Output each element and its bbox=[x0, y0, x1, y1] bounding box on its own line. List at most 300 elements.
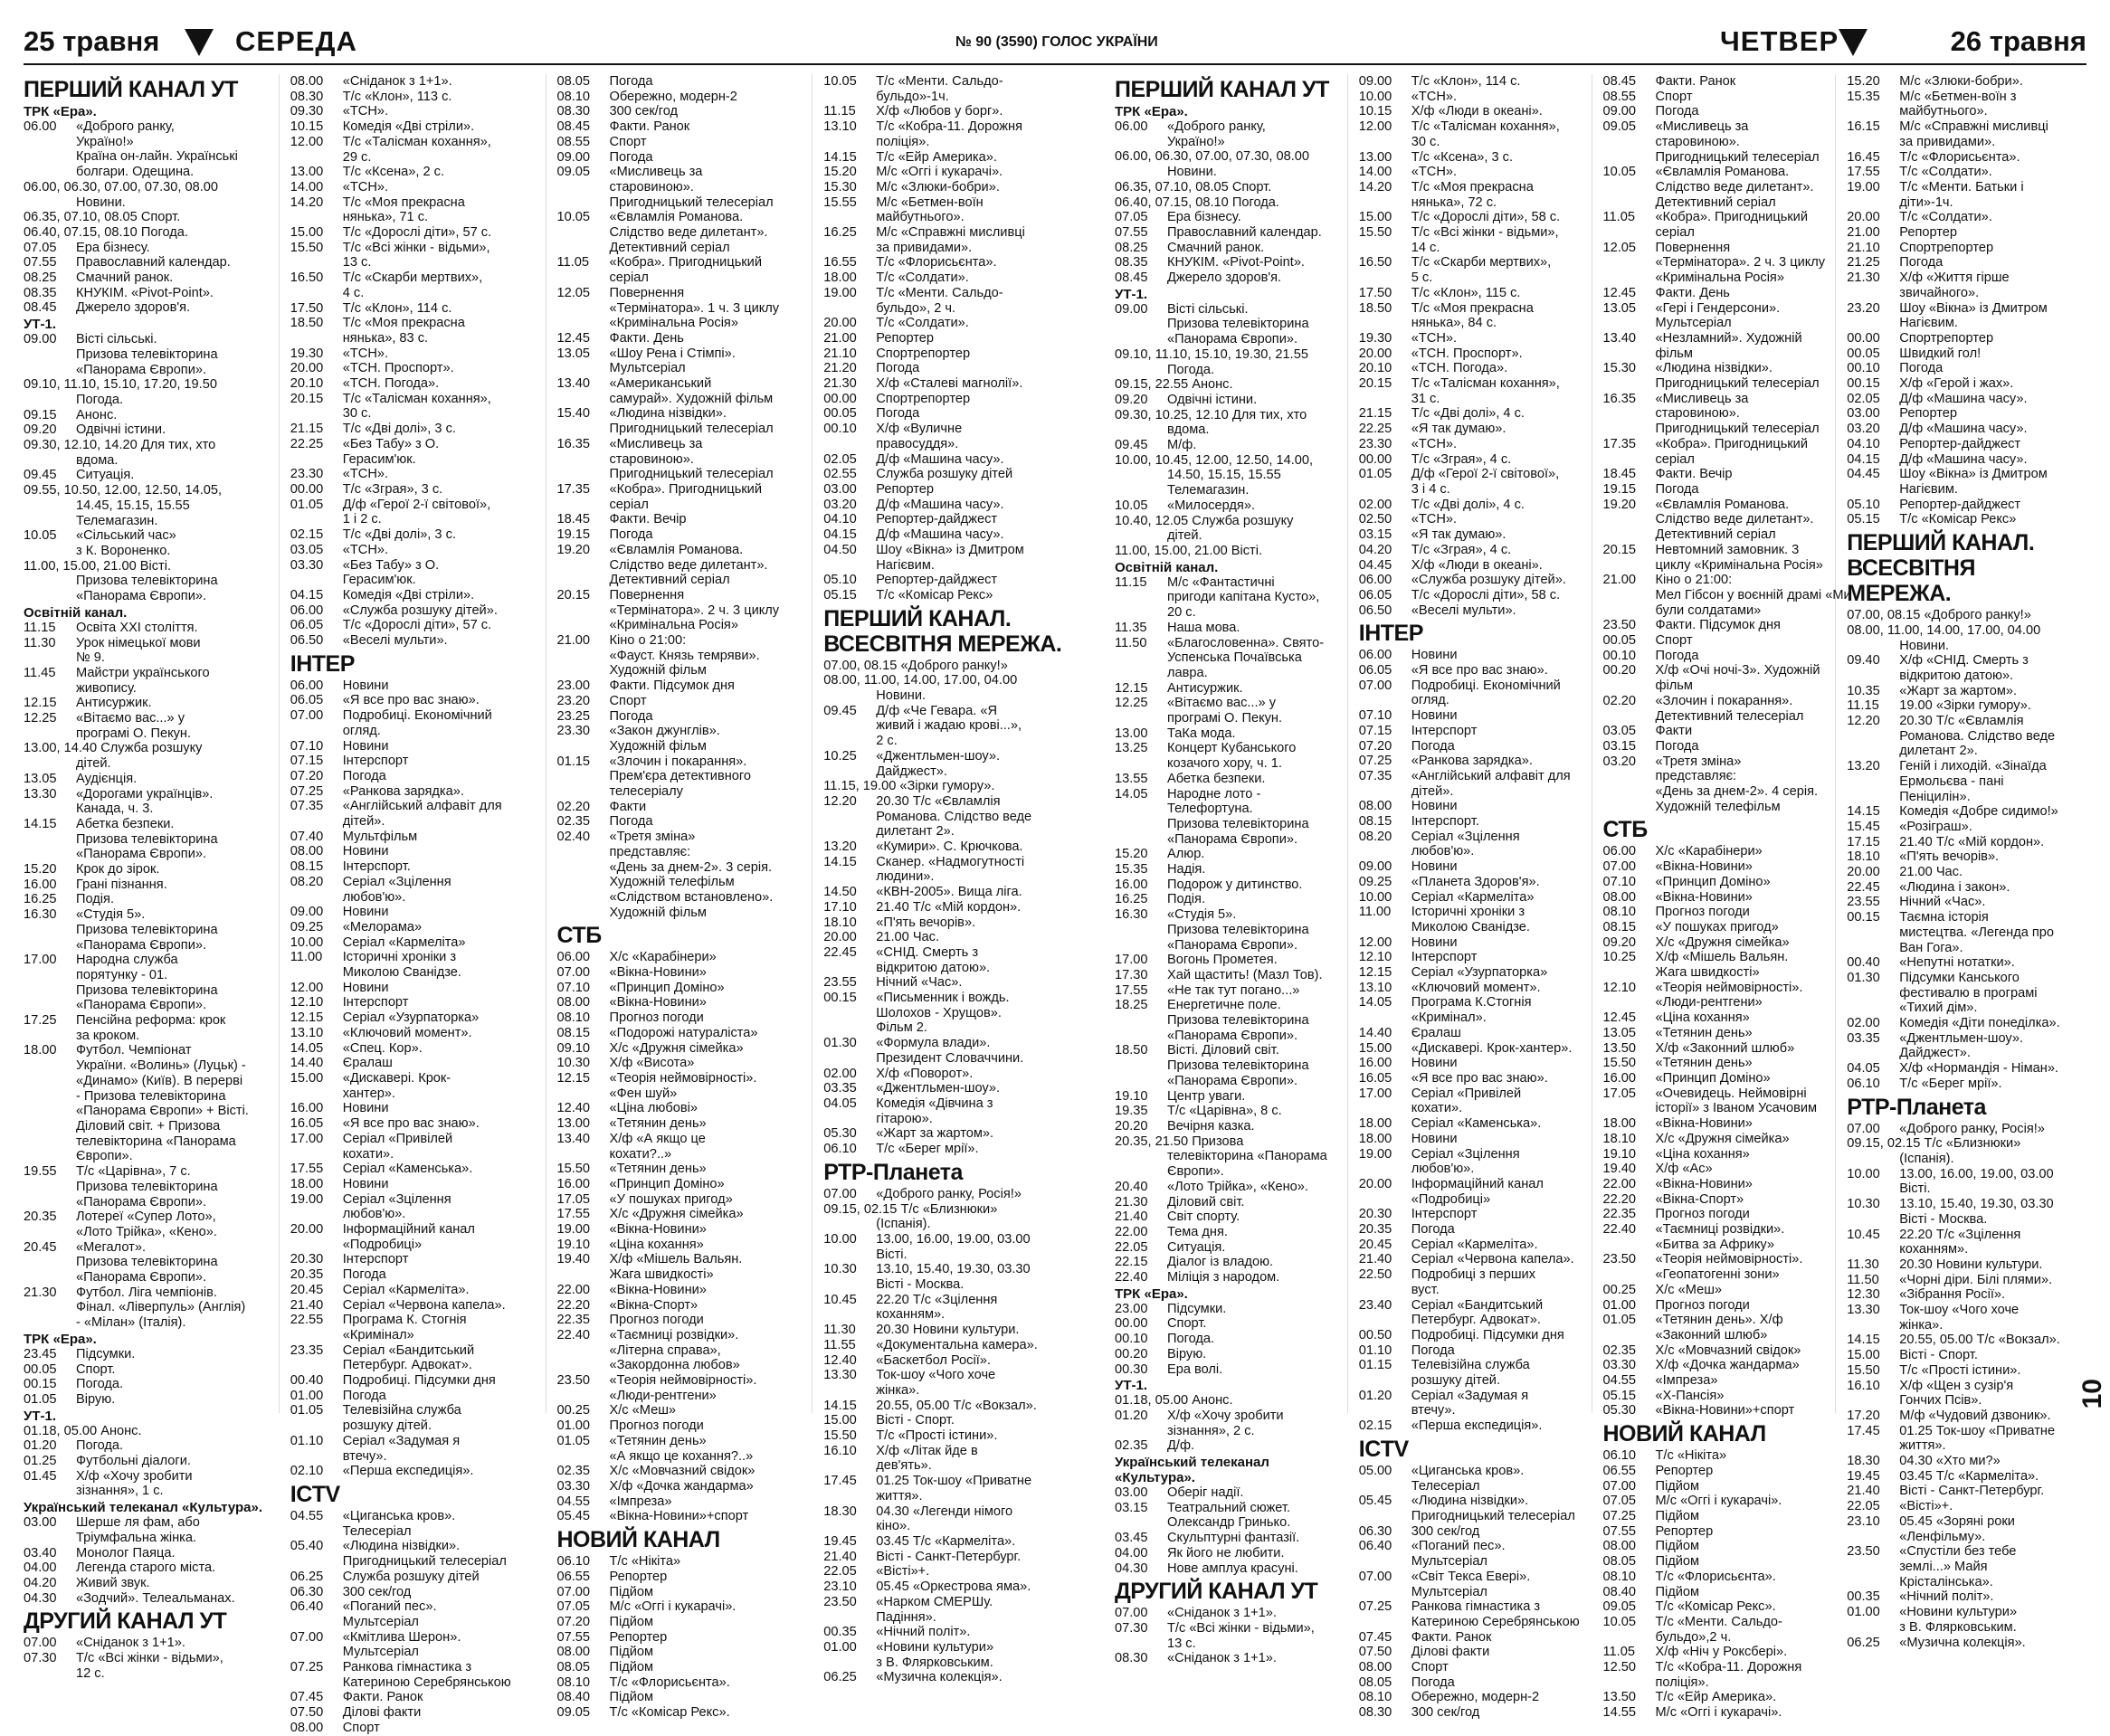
program-row bbox=[1603, 1313, 1836, 1328]
program-continuation: 14.50, 15.15, 15.55 bbox=[1167, 468, 1281, 483]
program-time: 23.30 bbox=[556, 724, 591, 739]
program-title: «Американський bbox=[609, 376, 712, 392]
program-time: 19.00 bbox=[823, 285, 857, 300]
program-title bbox=[217, 377, 279, 393]
program-time: 09.55, 10.50, 12.00, 12.50, 14.05, bbox=[24, 483, 223, 498]
program-time: 07.55 bbox=[24, 255, 57, 270]
program-title: Погода. bbox=[1167, 1332, 1215, 1347]
program-time: 15.20 bbox=[24, 862, 57, 877]
program-title: Погода. bbox=[76, 1377, 124, 1392]
program-title: Новини bbox=[1411, 708, 1458, 724]
program-time: 07.00 bbox=[1847, 1121, 1880, 1136]
program-row bbox=[24, 422, 279, 438]
channel-heading: НОВИЙ КАНАЛ bbox=[556, 1527, 720, 1553]
program-row bbox=[1115, 847, 1347, 862]
program-continuation: Крісталінська». bbox=[1899, 1574, 1993, 1589]
program-row bbox=[557, 286, 813, 301]
program-title: «Світ Текса Евері». bbox=[1411, 1569, 1531, 1584]
program-time: 08.05 bbox=[1602, 1554, 1637, 1570]
program-time: 11.05 bbox=[556, 255, 589, 270]
program-time: 15.00 bbox=[290, 1071, 324, 1086]
program-title: Інтерспорт bbox=[1411, 1207, 1478, 1222]
program-title: «Вікна-Новини» bbox=[1655, 859, 1753, 875]
program-time: 06.25 bbox=[290, 1569, 324, 1584]
program-title: Погода bbox=[1655, 738, 1699, 754]
program-title: Погода bbox=[609, 74, 653, 89]
program-continuation: Романова. Слідство веде bbox=[1899, 728, 2056, 744]
program-time: 06.40 bbox=[1358, 1539, 1392, 1554]
program-time: 03.00 bbox=[1847, 406, 1880, 422]
program-time: 10.40, 12.05 Служба розшуку bbox=[1115, 513, 1294, 528]
program-row bbox=[823, 1142, 1079, 1157]
program-title: Серіал «Задумая я bbox=[1411, 1388, 1529, 1403]
program-time: 00.25 bbox=[556, 1403, 591, 1418]
program-continuation: «Кримінальна Росія» bbox=[1655, 270, 1784, 286]
program-row bbox=[290, 195, 546, 211]
program-row bbox=[290, 1343, 546, 1359]
program-time: 11.00 bbox=[1358, 905, 1392, 920]
program-time: 06.25 bbox=[823, 1670, 857, 1685]
program-time: 07.05 bbox=[24, 240, 57, 255]
program-title: «Без Табу» з О. bbox=[342, 557, 440, 573]
program-title: Х/с «Меш» bbox=[609, 1403, 677, 1418]
program-row bbox=[1847, 512, 2079, 527]
program-title: «Тетянин день» bbox=[609, 1162, 707, 1177]
program-row bbox=[823, 840, 1079, 855]
program-time: 19.10 bbox=[1115, 1088, 1148, 1104]
program-title: «Сніданок з 1+1». bbox=[76, 1636, 185, 1651]
program-time: 00.40 bbox=[1847, 955, 1880, 971]
program-row bbox=[1359, 965, 1592, 981]
program-time: 19.40 bbox=[556, 1252, 591, 1267]
program-continuation: Слідство веде дилетант». bbox=[609, 557, 768, 573]
program-continuation: зізнання», 2 с. bbox=[1167, 1423, 1255, 1438]
program-continuation: Слідство веде дилетант». bbox=[1655, 179, 1814, 194]
program-title: Міліція з народом. bbox=[1167, 1270, 1280, 1285]
program-row bbox=[290, 90, 546, 105]
program-title: Т/с «Комісар Рекс». bbox=[1655, 1599, 1776, 1615]
program-row bbox=[24, 1591, 279, 1607]
program-row bbox=[1847, 1605, 2079, 1620]
schedule-column bbox=[1358, 74, 1592, 1721]
program-row bbox=[557, 1570, 813, 1585]
program-title: «Принцип Доміно» bbox=[1655, 874, 1771, 889]
program-row bbox=[1603, 633, 1836, 649]
program-title: 04.30 «Хто ми?» bbox=[1899, 1454, 2001, 1469]
program-row bbox=[1847, 498, 2079, 513]
program-time: 07.00 bbox=[556, 965, 591, 981]
program-time: 07.10 bbox=[1602, 874, 1637, 889]
program-time: 00.00 bbox=[1847, 330, 1880, 346]
program-continuation: Телесеріал bbox=[1411, 1478, 1480, 1494]
program-time: 17.35 bbox=[1602, 436, 1637, 451]
program-row bbox=[1847, 835, 2079, 850]
program-time: 09.25 bbox=[290, 919, 324, 934]
program-time: 16.10 bbox=[823, 1443, 857, 1458]
program-time: 01.15 bbox=[1358, 1358, 1392, 1373]
program-row bbox=[290, 270, 546, 286]
program-time: 03.20 bbox=[1847, 422, 1880, 437]
program-time: 12.10 bbox=[290, 995, 324, 1010]
program-continuation: за привидами». bbox=[1899, 134, 1996, 149]
program-row bbox=[823, 104, 1079, 119]
program-row bbox=[290, 859, 546, 875]
program-continuation: Призова телевікторина bbox=[76, 574, 218, 589]
program-row bbox=[1847, 955, 2079, 971]
program-title: 03.45 Т/с «Кармеліта». bbox=[876, 1533, 1016, 1549]
program-row bbox=[823, 1293, 1079, 1308]
program-time: 15.30 bbox=[1602, 361, 1637, 376]
program-row bbox=[1603, 119, 1836, 135]
program-row bbox=[24, 1164, 279, 1180]
program-title: Т/с «Солдати». bbox=[1899, 210, 1992, 225]
program-row bbox=[1847, 608, 2079, 623]
program-time: 11.15 bbox=[24, 620, 56, 635]
program-row bbox=[823, 945, 1079, 961]
program-title: Погода bbox=[1411, 1222, 1455, 1238]
program-time: 01.00 bbox=[823, 1639, 857, 1655]
program-continuation: «Законний шлюб» bbox=[1655, 1327, 1768, 1342]
program-title: 300 сек/год bbox=[609, 104, 679, 119]
program-row bbox=[823, 1550, 1079, 1565]
program-title: Х/с «Дружня сімейка» bbox=[609, 1040, 744, 1056]
program-title: М/с «Справжні мисливці bbox=[1899, 119, 2048, 135]
program-time: 04.55 bbox=[1602, 1373, 1637, 1389]
program-continuation: за кроком. bbox=[76, 1028, 140, 1043]
program-time: 06.00 bbox=[24, 119, 57, 134]
program-continuation: 31 с. bbox=[1411, 391, 1440, 406]
channel-heading: НОВИЙ КАНАЛ bbox=[1602, 1421, 1766, 1447]
program-row bbox=[1847, 1303, 2079, 1318]
program-row bbox=[24, 1561, 279, 1576]
program-row bbox=[1847, 376, 2079, 392]
program-time: 01.20 bbox=[24, 1438, 57, 1454]
program-row bbox=[1603, 1041, 1836, 1057]
program-time: 19.00 bbox=[556, 1222, 591, 1238]
program-continuation: «Люди-рентгени» bbox=[609, 1388, 717, 1403]
program-title: «Сніданок з 1+1». bbox=[1167, 1606, 1277, 1621]
program-row bbox=[1359, 799, 1592, 814]
program-title: «Тетянин день». Х/ф bbox=[1655, 1313, 1783, 1328]
program-continuation: Катериною Серебрянською bbox=[1411, 1614, 1580, 1629]
program-time: 21.10 bbox=[823, 346, 857, 361]
program-continuation: нянька», 71 с. bbox=[342, 210, 429, 225]
program-title: «Я так думаю». bbox=[1411, 422, 1506, 437]
program-row bbox=[1603, 1645, 1836, 1660]
program-row bbox=[1603, 844, 1836, 859]
program-time: 13.00, 14.40 Служба розшуку bbox=[24, 741, 203, 756]
program-time: 10.05 bbox=[24, 528, 57, 544]
program-title: Х/с «Карабінери» bbox=[609, 950, 717, 965]
program-time: 23.00 bbox=[1115, 1301, 1148, 1316]
program-row bbox=[1359, 1570, 1592, 1585]
program-title bbox=[2040, 623, 2079, 639]
program-time: 18.45 bbox=[556, 512, 591, 527]
page-header bbox=[24, 24, 2086, 67]
program-continuation: Мел Гібсон у воєнній драмі «Ми bbox=[1655, 587, 1851, 602]
program-continuation: Детективний серіал bbox=[609, 573, 730, 588]
program-time: 06.10 bbox=[823, 1142, 857, 1157]
program-title: Спортрепортер bbox=[876, 346, 971, 361]
program-row bbox=[290, 1630, 546, 1646]
program-row bbox=[557, 1479, 813, 1494]
program-title: Інформаційний канал bbox=[342, 1222, 475, 1238]
program-time: 09.05 bbox=[556, 165, 591, 180]
program-row bbox=[557, 1630, 813, 1646]
program-row bbox=[290, 467, 546, 482]
program-row bbox=[290, 769, 546, 784]
program-title: 300 сек/год bbox=[1411, 1523, 1480, 1539]
program-row bbox=[1603, 392, 1836, 407]
program-continuation: «Літерна справа», bbox=[609, 1342, 721, 1358]
program-title: Новини bbox=[342, 1101, 389, 1116]
program-time: 08.45 bbox=[1602, 74, 1637, 89]
program-row bbox=[1847, 865, 2079, 880]
program-row bbox=[1847, 1167, 2079, 1182]
program-time: 08.00 bbox=[1358, 1660, 1392, 1675]
program-title: Т/с «Дорослі діти», 57 с. bbox=[342, 225, 492, 241]
program-title: М/с «Оггі і кукарачі». bbox=[1655, 1494, 1782, 1509]
program-row bbox=[1847, 1514, 2079, 1530]
program-title: «Веселі мульти». bbox=[1411, 602, 1516, 618]
program-time: 08.55 bbox=[1602, 89, 1637, 104]
program-row bbox=[823, 406, 1079, 422]
program-row bbox=[557, 588, 813, 603]
program-time: 04.20 bbox=[1358, 542, 1392, 557]
program-time: 16.05 bbox=[290, 1116, 324, 1132]
program-title: «Вітаємо вас...» у bbox=[1167, 696, 1277, 711]
program-time: 23.30 bbox=[290, 467, 324, 482]
program-title: Т/с «Флорисьєнта». bbox=[609, 1674, 730, 1690]
program-title: Серіал «Зцілення bbox=[1411, 1146, 1520, 1162]
program-row bbox=[1603, 1192, 1836, 1208]
program-title: «Кобра». Пригодницький bbox=[609, 481, 762, 497]
program-continuation: «Фен шуй» bbox=[609, 1086, 678, 1101]
program-continuation: дев'ять». bbox=[876, 1458, 932, 1474]
program-title: Комедія «Діти понеділка». bbox=[1899, 1016, 2060, 1031]
program-title: Серіал «Зцілення bbox=[342, 1191, 451, 1207]
program-row bbox=[1603, 1298, 1836, 1314]
program-row bbox=[1115, 1104, 1347, 1119]
program-time: 08.10 bbox=[556, 89, 591, 104]
program-title: Х/ф «А якщо це bbox=[609, 1131, 706, 1146]
program-continuation: Країна он-лайн. Українські bbox=[76, 149, 238, 165]
program-row bbox=[1603, 663, 1836, 678]
program-title: Д/ф. bbox=[1167, 1438, 1194, 1454]
program-title: «Вікна-Новини» bbox=[609, 995, 707, 1010]
program-time: 11.35 bbox=[1115, 620, 1147, 635]
program-title: Факти. Ранок bbox=[1655, 74, 1736, 89]
program-row bbox=[1603, 286, 1836, 301]
program-time: 22.35 bbox=[1602, 1207, 1637, 1222]
program-title: «Людина нізвідки». bbox=[342, 1539, 461, 1554]
program-title: Т/с «Клон», 113 с. bbox=[342, 89, 452, 104]
program-title: «КВН-2005». Вища ліга. bbox=[876, 885, 1022, 900]
program-time: 23.10 bbox=[1847, 1513, 1880, 1529]
program-time: 15.40 bbox=[556, 406, 591, 422]
program-continuation: «Термінатора». 2 ч. 3 циклу bbox=[609, 602, 780, 618]
program-row bbox=[1603, 1524, 1836, 1540]
program-row bbox=[1115, 544, 1347, 559]
program-row bbox=[1359, 1056, 1592, 1071]
program-time: 07.00 bbox=[24, 1636, 57, 1651]
program-continuation: діти»-1ч. bbox=[1899, 194, 1953, 210]
program-title: Футбол. Ліга чемпіонів. bbox=[76, 1285, 217, 1300]
program-time: 16.00 bbox=[556, 1176, 591, 1191]
program-row bbox=[1603, 1403, 1836, 1418]
program-row bbox=[1115, 1606, 1347, 1621]
program-title: «Служба розшуку дітей». bbox=[342, 602, 498, 618]
program-title: Серіал «Червона капела». bbox=[342, 1297, 506, 1313]
program-time: 10.45 bbox=[823, 1292, 857, 1307]
program-title: «Я все про вас знаю». bbox=[342, 693, 480, 708]
program-row bbox=[1603, 1599, 1836, 1615]
program-time: 06.30 bbox=[1358, 1523, 1392, 1539]
program-continuation: Призова телевікторина bbox=[1167, 1058, 1309, 1074]
program-continuation: Мультсеріал bbox=[1655, 316, 1732, 331]
program-row bbox=[24, 1043, 279, 1058]
program-time: 04.20 bbox=[24, 1575, 57, 1590]
program-continuation: «Подробиці» bbox=[1411, 1191, 1491, 1207]
program-row bbox=[1847, 684, 2079, 699]
program-time: 17.05 bbox=[556, 1191, 591, 1207]
program-title: Погода bbox=[1411, 1674, 1455, 1690]
program-time: 18.10 bbox=[823, 915, 857, 930]
program-time: 22.40 bbox=[556, 1327, 591, 1342]
program-title: Т/с «Менти. Батьки і bbox=[1899, 179, 2024, 194]
program-row bbox=[1359, 769, 1592, 784]
program-time: 07.00 bbox=[556, 1584, 591, 1599]
program-row bbox=[1359, 1343, 1592, 1359]
program-time: 08.15 bbox=[1602, 919, 1637, 934]
program-time: 23.50 bbox=[823, 1594, 857, 1609]
program-title: «Вікна-Новини» bbox=[609, 1222, 707, 1238]
program-row bbox=[290, 1570, 546, 1585]
program-continuation: 13 с. bbox=[342, 255, 372, 270]
program-continuation: Телемагазин. bbox=[1167, 483, 1250, 498]
program-time: 06.05 bbox=[1358, 663, 1392, 678]
program-time: 19.00 bbox=[290, 1191, 324, 1207]
program-time: 09.40 bbox=[1847, 653, 1880, 669]
program-time: 15.20 bbox=[1847, 74, 1880, 89]
program-row bbox=[290, 119, 546, 135]
program-row bbox=[557, 482, 813, 498]
program-row bbox=[1115, 907, 1347, 923]
program-title: «Доброго ранку, Росія!» bbox=[1899, 1121, 2045, 1136]
program-row bbox=[1359, 1222, 1592, 1238]
program-time: 08.05 bbox=[556, 1660, 591, 1675]
program-time: 13.10 bbox=[290, 1025, 324, 1040]
program-time: 08.40 bbox=[556, 1690, 591, 1705]
program-title: Ера бізнесу. bbox=[1167, 210, 1241, 225]
program-title bbox=[222, 483, 279, 498]
program-time: 16.10 bbox=[1847, 1378, 1880, 1393]
program-row bbox=[823, 1474, 1079, 1489]
program-continuation: з В. Флярковським. bbox=[1899, 1619, 2017, 1635]
program-row bbox=[290, 633, 546, 649]
program-row bbox=[823, 1202, 1079, 1218]
program-continuation: старовиною». bbox=[609, 179, 694, 194]
program-time: 02.50 bbox=[1358, 512, 1392, 527]
program-title: Комедія «Добре сидимо!» bbox=[1899, 804, 2058, 820]
program-title bbox=[202, 741, 278, 756]
program-title: «Циганська кров». bbox=[1411, 1463, 1525, 1478]
program-row bbox=[1115, 255, 1347, 270]
program-continuation: 1 і 2 с. bbox=[342, 512, 382, 527]
program-row bbox=[1115, 1270, 1347, 1285]
program-time: 21.40 bbox=[1847, 1484, 1880, 1499]
program-time: 02.55 bbox=[823, 467, 857, 482]
program-time: 13.40 bbox=[556, 1131, 591, 1146]
program-time: 22.15 bbox=[1115, 1255, 1148, 1270]
program-time: 22.55 bbox=[290, 1313, 324, 1328]
program-time: 00.35 bbox=[1847, 1589, 1880, 1605]
program-continuation: Телемагазин. bbox=[76, 513, 158, 528]
program-title: Нічний «Час». bbox=[876, 975, 963, 991]
channel-heading: ІНТЕР bbox=[1358, 621, 1423, 647]
program-title: Кіно о 21:00: bbox=[1655, 573, 1733, 588]
program-time: 21.40 bbox=[1358, 1252, 1392, 1267]
program-row bbox=[557, 1494, 813, 1510]
program-row bbox=[557, 724, 813, 739]
program-row bbox=[24, 1651, 279, 1666]
program-continuation: Призова телевікторина bbox=[1167, 922, 1309, 937]
program-title: Серіал «Зцілення bbox=[342, 874, 451, 889]
program-title: Новини bbox=[342, 678, 389, 693]
program-time: 04.15 bbox=[290, 587, 324, 602]
program-title: «Вітаємо вас...» у bbox=[76, 711, 185, 726]
program-time: 21.30 bbox=[24, 1285, 57, 1300]
program-continuation: 12 с. bbox=[76, 1665, 105, 1681]
program-title: 22.20 Т/с «Зцілення bbox=[1899, 1227, 2021, 1242]
program-continuation: старовиною». bbox=[609, 451, 694, 467]
program-time: 03.00 bbox=[823, 481, 857, 497]
program-time: 19.15 bbox=[556, 527, 591, 543]
program-title: Джерело здоров'я. bbox=[76, 300, 191, 316]
program-title: Х/с «Дружня сімейка» bbox=[1655, 1131, 1790, 1146]
program-continuation: майбутнього». bbox=[876, 210, 965, 225]
program-title: «Мисливець за bbox=[1655, 119, 1749, 135]
program-row bbox=[1603, 1373, 1836, 1389]
program-time: 07.25 bbox=[1358, 1599, 1392, 1615]
program-row bbox=[1359, 346, 1592, 362]
program-title: «Жарт за жартом». bbox=[876, 1126, 994, 1142]
program-row bbox=[1115, 772, 1347, 787]
program-title: «Джентльмен-шоу». bbox=[876, 748, 1001, 764]
program-row bbox=[290, 1509, 546, 1524]
program-time: 08.10 bbox=[1602, 905, 1637, 920]
program-title: Підйом bbox=[609, 1660, 654, 1675]
program-row bbox=[1847, 392, 2079, 407]
program-continuation: були солдатами» bbox=[1655, 602, 1762, 618]
program-title: Т/с «Солдати». bbox=[876, 270, 969, 286]
program-title: «П'ять вечорів». bbox=[1899, 849, 2000, 865]
program-time: 21.15 bbox=[1358, 406, 1392, 422]
program-title: «Ціна любові» bbox=[609, 1101, 698, 1116]
program-time: 04.30 bbox=[1115, 1561, 1148, 1576]
program-time: 12.15 bbox=[24, 696, 57, 711]
program-time: 19.30 bbox=[1358, 330, 1392, 346]
program-title: Анонс. bbox=[76, 407, 118, 422]
program-continuation: Пригодницький телесеріал bbox=[1655, 149, 1820, 165]
program-title: Живий звук. bbox=[76, 1575, 150, 1590]
program-time: 23.55 bbox=[823, 975, 857, 991]
program-title: «Не так тут погано...» bbox=[1167, 982, 1300, 998]
program-row bbox=[24, 862, 279, 877]
program-continuation: Миколою Сванідзе. bbox=[1411, 919, 1530, 934]
program-row bbox=[1603, 724, 1836, 739]
program-title: «Кумири». С. Крючкова. bbox=[876, 840, 1023, 855]
